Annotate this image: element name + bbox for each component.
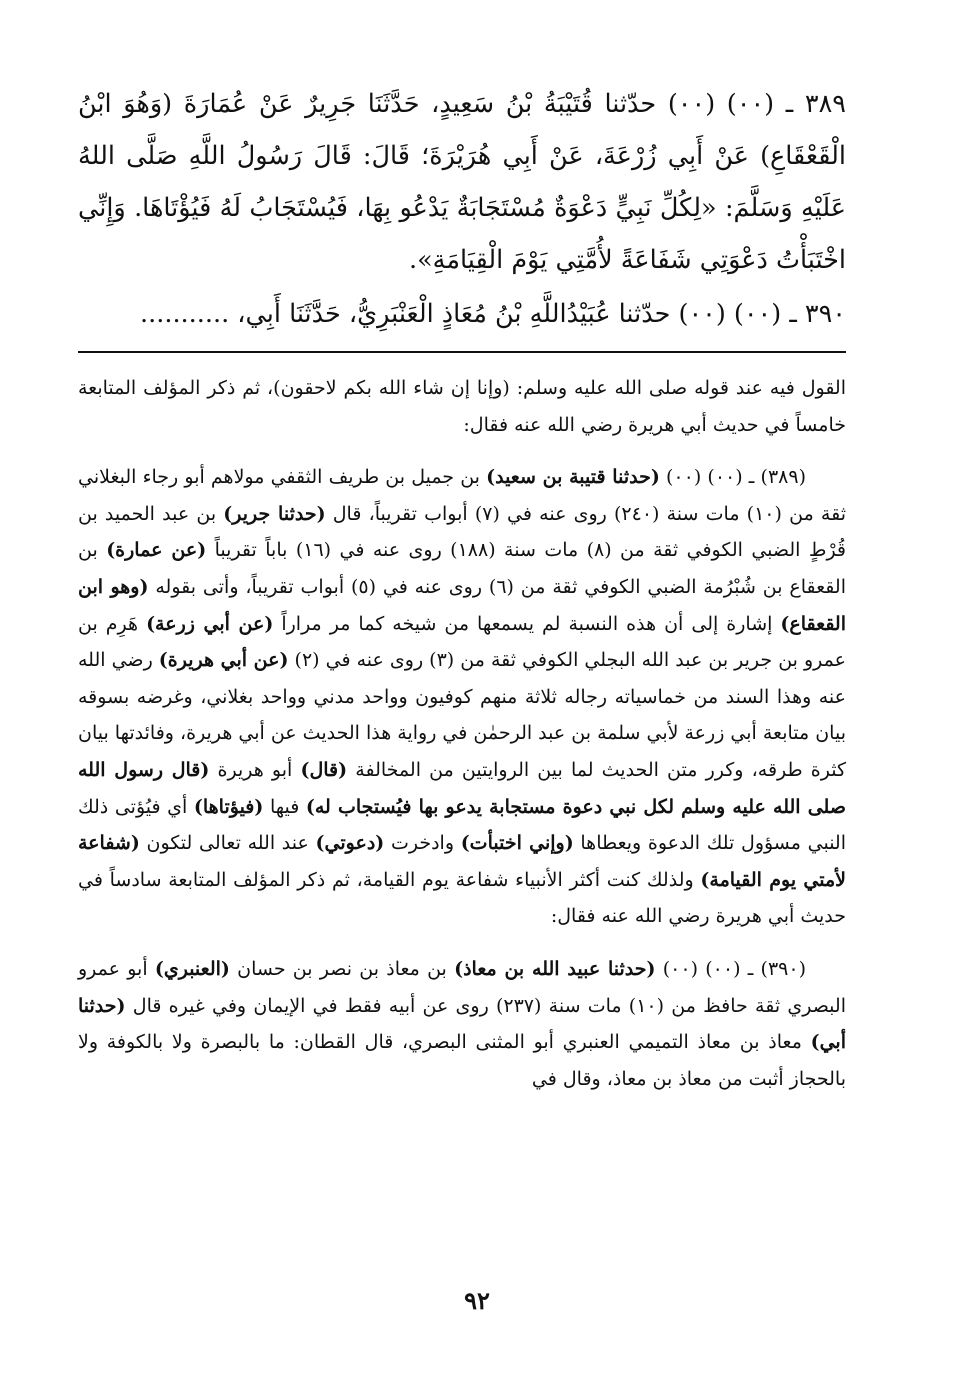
segment: هَرِم بن عمرو بن جرير بن عبد الله البجلي الكوفي ثقة من (٣) روى عنه في (٢) <box>78 612 846 672</box>
bold-segment: (وإني اختبأت) <box>460 832 574 855</box>
bold-segment: (حدثنا قتيبة بن سعيد) <box>486 466 660 489</box>
bold-segment: (قال رسول الله صلى الله عليه وسلم لكل نبي دعوة مستجابة يدعو بها فيُستجاب له) <box>78 758 846 818</box>
segment: (٣٨٩) ـ (٠٠) (٠٠) <box>659 466 806 489</box>
continuation-dots: ........... <box>140 299 230 329</box>
segment: أبو هريرة <box>209 758 301 781</box>
hadith-390-isnad: ٣٩٠ ـ (٠٠) (٠٠) حدّثنا عُبَيْدُاللَّهِ بْنُ مُعَاذٍ الْعَنْبَرِيُّ، حَدَّثَنَا أَبِي، <box>237 299 846 329</box>
segment: (٣٩٠) ـ (٠٠) (٠٠) <box>655 957 806 980</box>
bold-segment: (عن عمارة) <box>106 539 207 562</box>
bold-segment: (عن أبي هريرة) <box>158 649 289 672</box>
hadith-389 <box>78 78 846 286</box>
segment: أبو عمرو البصري ثقة حافظ من (١٠) مات سنة (٢٣٧) روى عن أبيه فقط في الإيمان وفي غيره قال <box>78 957 846 1017</box>
bold-segment: (عن أبي زرعة) <box>146 612 274 635</box>
commentary <box>78 370 846 1097</box>
footnote-divider <box>78 351 846 353</box>
segment: بن القعقاع بن شُبْرُمة الضبي الكوفي ثقة من (٦) روى عنه في (٥) أبواب تقريباً، وأتى بقوله <box>78 539 846 598</box>
segment: بن معاذ بن نصر بن حسان <box>229 957 455 980</box>
segment: وادخرت <box>384 832 461 855</box>
hadith-390 <box>78 288 846 340</box>
segment: إشارة إلى أن هذه النسبة لم يسمعها من شيخه كما مر مراراً <box>273 612 781 635</box>
commentary-paragraph-390 <box>78 951 846 1097</box>
commentary-paragraph-389 <box>78 459 846 935</box>
bold-segment: (حدثنا عبيد الله بن معاذ) <box>454 957 656 980</box>
hadith-389-matn: «لِكُلِّ نَبِيٍّ دَعْوَةٌ مُسْتَجَابَةٌ يَدْعُو بِهَا، فَيُسْتَجَابُ لَهُ فَيُؤْتَاهَا. وَإِنِّي اخْتَبَأْتُ دَعْوَتِي شَفَاعَةً لأُمَّتِي يَوْمَ الْقِيَامَةِ». <box>78 193 846 275</box>
hadith-389-isnad: ٣٨٩ ـ (٠٠) (٠٠) حدّثنا قُتَيْبَةُ بْنُ سَعِيدٍ، حَدَّثَنَا جَرِيرٌ عَنْ عُمَارَةَ (وَهُوَ ابْنُ الْقَعْقَاعِ) عَنْ أَبِي زُرْعَةَ، عَنْ أَبِي هُرَيْرَةَ؛ قَالَ: قَالَ رَسُولُ اللَّهِ صَلَّى اللهُ عَلَيْهِ وَسَلَّمَ: <box>78 89 846 223</box>
commentary-paragraph-intro: القول فيه عند قوله صلى الله عليه وسلم: (وإنا إن شاء الله بكم لاحقون)، ثم ذكر المؤلف المتابعة خامساً في حديث أبي هريرة رضي الله عنه فقال: <box>78 377 846 436</box>
segment: بن جميل بن طريف الثقفي مولاهم أبو رجاء البغلاني ثقة من (١٠) مات سنة (٢٤٠) روى عنه في (٧) أبواب تقريباً، قال <box>78 466 847 525</box>
page-number: ٩٢ <box>464 1286 490 1315</box>
segment: ولذلك كنت أكثر الأنبياء شفاعة يوم القيامة، ثم ذكر المؤلف المتابعة سادساً في حديث أبي هريرة رضي الله عنه فقال: <box>78 868 846 928</box>
bold-segment: (حدثنا جرير) <box>223 502 326 525</box>
bold-segment: (فيؤتاها) <box>193 795 264 818</box>
segment: رضي الله عنه وهذا السند من خماسياته رجاله ثلاثة منهم كوفيون وواحد مدني وواحد بغلاني، وغرضه بسوقه بيان متابعة أبي زرعة لأبي سلمة بن عبد الرحمٰن في رواية هذا الحديث عن أبي هريرة، وفائدتها بيان كثرة طرقه، وكرر متن الحديث لما بين الروايتين من المخالفة <box>78 649 846 781</box>
bold-segment: (وهو ابن القعقاع) <box>78 575 846 635</box>
bold-segment: (حدثنا أبي) <box>78 994 846 1054</box>
segment: بن عبد الحميد بن قُرْطٍ الضبي الكوفي ثقة من (٨) مات سنة (١٨٨) روى عنه في (١٦) باباً تقريباً <box>78 502 847 562</box>
hadith-text <box>78 78 846 340</box>
bold-segment: (دعوتي) <box>315 832 385 855</box>
bold-segment: (قال) <box>300 758 348 781</box>
segment: معاذ بن معاذ التميمي العنبري أبو المثنى البصري، قال القطان: ما بالبصرة ولا بالكوفة ولا بالحجاز أثبت من معاذ بن معاذ، وقال في <box>78 1031 846 1090</box>
segment: فيها <box>263 795 306 818</box>
bold-segment: (شفاعة لأمتي يوم القيامة) <box>78 832 846 891</box>
bold-segment: (العنبري) <box>154 957 230 980</box>
segment: عند الله تعالى لتكون <box>139 832 316 855</box>
segment: أي فيُؤتى ذلك النبي مسؤول تلك الدعوة ويعطاها <box>78 795 846 855</box>
